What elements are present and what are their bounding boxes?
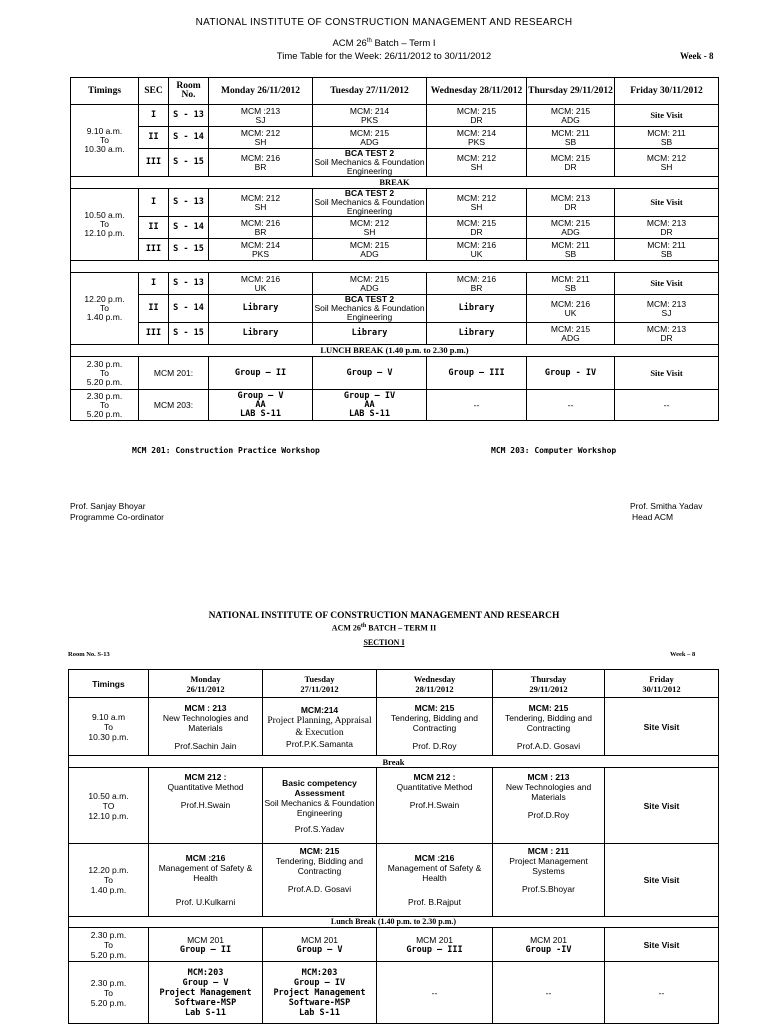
sec-cell: I: [139, 273, 169, 295]
class-cell: Site Visit: [615, 105, 719, 127]
class-cell: Library: [209, 295, 313, 323]
class-cell: MCM: 215 ADG: [313, 127, 427, 149]
sec-cell: I: [139, 189, 169, 217]
sec-cell: III: [139, 323, 169, 345]
group-cell: Site Visit: [605, 928, 719, 962]
class-cell: MCM: 212 SH: [209, 189, 313, 217]
header-row: [71, 78, 719, 105]
lab-cell: Group – IV AA LAB S-11: [313, 390, 427, 421]
group-cell: Site Visit: [615, 357, 719, 390]
footnote-mcm201: MCM 201: Construction Practice Workshop: [132, 446, 320, 455]
class-cell: MCM: 212 SH: [209, 127, 313, 149]
empty-cell: --: [527, 390, 615, 421]
test-cell: BCA TEST 2 Soil Mechanics & Foundation Engineering: [314, 294, 425, 322]
room-cell: S - 15: [169, 323, 209, 345]
class-cell: Site Visit: [605, 768, 719, 844]
class-cell: MCM: 215 ADG: [527, 323, 615, 345]
time-cell: 9.10 a.m. To 10.30 a.m.: [71, 105, 139, 177]
class-cell: MCM :213 SJ: [209, 105, 313, 127]
col-timings: Timings: [69, 670, 149, 698]
room-cell: S - 15: [169, 149, 209, 177]
col-wednesday: Wednesday 28/11/2012: [427, 78, 527, 105]
room-cell: S - 13: [169, 189, 209, 217]
class-cell: MCM : 211 Project Management Systems Prof.S.Bhoyar: [493, 844, 605, 917]
class-cell: MCM: 216 UK: [209, 273, 313, 295]
spacer-row: [71, 261, 719, 273]
class-cell: Library: [313, 323, 427, 345]
class-cell: MCM: 212 SH: [427, 189, 527, 217]
timetable-title: Time Table for the Week: 26/11/2012 to 30/11/2012: [276, 51, 492, 62]
class-cell: MCM: 212 SH: [427, 149, 527, 177]
group-cell: Group – III: [427, 357, 527, 390]
class-cell: MCM: 213 DR: [615, 217, 719, 239]
class-cell: MCM: 215 DR: [427, 217, 527, 239]
class-cell: Site Visit: [615, 273, 719, 295]
class-cell: Site Visit: [615, 189, 719, 217]
class-cell: MCM: 216 BR: [427, 273, 527, 295]
class-cell: MCM: 211 SB: [527, 239, 615, 261]
class-cell: MCM: 213 SJ: [615, 295, 719, 323]
class-cell: Site Visit: [605, 844, 719, 917]
group-cell: MCM 201 Group -IV: [493, 928, 605, 962]
batch-title-2: ACM 26th BATCH – TERM II: [331, 623, 437, 633]
sec-cell: II: [139, 127, 169, 149]
mcm203-cell: MCM 203:: [139, 390, 209, 421]
room-cell: S - 14: [169, 127, 209, 149]
time-cell: 10.50 a.m. To 12.10 p.m.: [71, 189, 139, 261]
test-cell: BCA TEST 2 Soil Mechanics & Foundation Engineering: [314, 148, 425, 176]
signature-left: Prof. Sanjay Bhoyar Programme Co-ordinator: [70, 501, 165, 522]
sec-cell: II: [139, 295, 169, 323]
group-cell: MCM 201 Group – II: [149, 928, 263, 962]
col-wednesday: Wednesday 28/11/2012: [377, 670, 493, 698]
timetable-term2: [68, 669, 719, 1024]
test-cell: BCA TEST 2 Soil Mechanics & Foundation Engineering: [314, 188, 425, 216]
class-cell: MCM: 215 Tendering, Bidding and Contracting Prof. D.Roy: [377, 698, 493, 756]
room-label: Room No. S-13: [68, 651, 110, 658]
time-cell: 12.20 p.m. To 1.40 p.m.: [71, 273, 139, 345]
sec-cell: II: [139, 217, 169, 239]
table-row: [71, 105, 719, 127]
class-cell: MCM: 213 DR: [615, 323, 719, 345]
class-cell: Basic competency Assessment Soil Mechanics & Foundation Engineering Prof.S.Yadav: [263, 768, 377, 844]
class-cell: MCM: 211 SB: [527, 127, 615, 149]
sec-cell: III: [139, 149, 169, 177]
class-cell: MCM: 212 SH: [313, 217, 427, 239]
col-sec: SEC: [139, 78, 169, 105]
class-cell: MCM: 213 DR: [527, 189, 615, 217]
col-monday: Monday 26/11/2012: [149, 670, 263, 698]
class-cell: MCM: 211 SB: [615, 239, 719, 261]
table-row: [69, 698, 719, 756]
timetable-term1: [70, 77, 719, 421]
class-cell: MCM: 216 BR: [209, 149, 313, 177]
col-room: Room No.: [169, 78, 209, 105]
class-cell: MCM : 213 New Technologies and Materials Prof.D.Roy: [493, 768, 605, 844]
class-cell: MCM: 211 SB: [615, 127, 719, 149]
table-row: [71, 357, 719, 390]
time-cell: 2.30 p.m. To 5.20 p.m.: [69, 962, 149, 1024]
class-cell: MCM: 215 ADG: [313, 273, 427, 295]
mcm201-cell: MCM 201:: [139, 357, 209, 390]
lunch-label: LUNCH BREAK (1.40 p.m. to 2.30 p.m.): [71, 345, 719, 357]
room-cell: S - 14: [169, 217, 209, 239]
class-cell: MCM: 215 DR: [527, 149, 615, 177]
week-label: Week - 8: [680, 51, 714, 61]
empty-cell: --: [605, 962, 719, 1024]
time-cell: 2.30 p.m. To 5.20 p.m.: [71, 357, 139, 390]
table-row: [69, 768, 719, 844]
sec-cell: III: [139, 239, 169, 261]
class-cell: MCM 212 : Quantitative Method Prof.H.Swain: [377, 768, 493, 844]
batch-title: ACM 26th Batch – Term I: [332, 38, 436, 50]
class-cell: MCM: 215 Tendering, Bidding and Contracting Prof.A.D. Gosavi: [263, 844, 377, 917]
group-cell: Group - IV: [527, 357, 615, 390]
time-cell: 9.10 a.m To 10.30 p.m.: [69, 698, 149, 756]
group-cell: MCM 201 Group – V: [263, 928, 377, 962]
table-row: [69, 928, 719, 962]
group-cell: Group – V: [313, 357, 427, 390]
break-label: Break: [69, 756, 719, 768]
institute-title: NATIONAL INSTITUTE OF CONSTRUCTION MANAGEMENT AND RESEARCH: [195, 17, 573, 28]
table-row: [71, 273, 719, 295]
room-cell: S - 14: [169, 295, 209, 323]
lab-cell: Group – V AA LAB S-11: [209, 390, 313, 421]
col-friday: Friday 30/11/2012: [605, 670, 719, 698]
lunch-row: [71, 345, 719, 357]
class-cell: Library: [427, 295, 527, 323]
table-row: [71, 295, 719, 323]
room-cell: S - 13: [169, 105, 209, 127]
table-row: [71, 323, 719, 345]
table-row: [71, 390, 719, 421]
table-row: [69, 844, 719, 917]
table-row: [71, 127, 719, 149]
class-cell: MCM: 215 ADG: [313, 239, 427, 261]
lab-cell: MCM:203 Group – V Project Management Software-MSP Lab S-11: [149, 962, 263, 1024]
col-monday: Monday 26/11/2012: [209, 78, 313, 105]
class-cell: MCM: 215 ADG: [527, 105, 615, 127]
lab-cell: MCM:203 Group – IV Project Management Software-MSP Lab S-11: [263, 962, 377, 1024]
group-cell: MCM 201 Group – III: [377, 928, 493, 962]
class-cell: MCM: 214 PKS: [209, 239, 313, 261]
lunch-row: [69, 917, 719, 928]
class-cell: MCM: 216 UK: [527, 295, 615, 323]
class-cell: MCM: 214 PKS: [427, 127, 527, 149]
signature-right: Prof. Smitha Yadav Head ACM: [630, 501, 703, 522]
break-row: [69, 756, 719, 768]
class-cell: MCM: 215 Tendering, Bidding and Contracting Prof.A.D. Gosavi: [493, 698, 605, 756]
time-cell: 12.20 p.m. To 1.40 p.m.: [69, 844, 149, 917]
table-row: [71, 217, 719, 239]
class-cell: Site Visit: [605, 698, 719, 756]
table-row: [69, 962, 719, 1024]
class-cell: MCM: 215 DR: [427, 105, 527, 127]
empty-cell: --: [493, 962, 605, 1024]
class-cell: Library: [209, 323, 313, 345]
time-cell: 10.50 a.m. TO 12.10 p.m.: [69, 768, 149, 844]
class-cell: MCM:214 Project Planning, Appraisal & Execution Prof.P.K.Samanta: [263, 698, 377, 756]
empty-cell: --: [615, 390, 719, 421]
room-cell: S - 15: [169, 239, 209, 261]
class-cell: MCM :216 Management of Safety & Health Prof. B.Rajput: [377, 844, 493, 917]
empty-cell: --: [377, 962, 493, 1024]
class-cell: MCM: 211 SB: [527, 273, 615, 295]
class-cell: MCM: 214 PKS: [313, 105, 427, 127]
class-cell: Library: [427, 323, 527, 345]
class-cell: MCM 212 : Quantitative Method Prof.H.Swain: [149, 768, 263, 844]
header-row: [69, 670, 719, 698]
table-row: [71, 189, 719, 217]
week-label-2: Week – 8: [670, 651, 696, 658]
lunch-label: Lunch Break (1.40 p.m. to 2.30 p.m.): [69, 917, 719, 928]
table-row: [71, 239, 719, 261]
section-title: SECTION I: [363, 638, 405, 647]
col-thursday: Thursday 29/11/2012: [527, 78, 615, 105]
col-tuesday: Tuesday 27/11/2012: [313, 78, 427, 105]
break-label: BREAK: [71, 177, 719, 189]
empty-cell: --: [427, 390, 527, 421]
class-cell: MCM :216 Management of Safety & Health Prof. U.Kulkarni: [149, 844, 263, 917]
col-timings: Timings: [71, 78, 139, 105]
class-cell: MCM: 212 SH: [615, 149, 719, 177]
class-cell: MCM: 215 ADG: [527, 217, 615, 239]
table-row: [71, 149, 719, 177]
institute-title-2: NATIONAL INSTITUTE OF CONSTRUCTION MANAGEMENT AND RESEARCH: [208, 611, 560, 621]
col-tuesday: Tuesday 27/11/2012: [263, 670, 377, 698]
break-row: [71, 177, 719, 189]
class-cell: MCM: 216 UK: [427, 239, 527, 261]
sec-cell: I: [139, 105, 169, 127]
col-friday: Friday 30/11/2012: [615, 78, 719, 105]
footnote-mcm203: MCM 203: Computer Workshop: [491, 446, 617, 455]
col-thursday: Thursday 29/11/2012: [493, 670, 605, 698]
group-cell: Group – II: [209, 357, 313, 390]
class-cell: MCM : 213 New Technologies and Materials Prof.Sachin Jain: [149, 698, 263, 756]
time-cell: 2.30 p.m. To 5.20 p.m.: [71, 390, 139, 421]
room-cell: S - 13: [169, 273, 209, 295]
class-cell: MCM: 216 BR: [209, 217, 313, 239]
time-cell: 2.30 p.m. To 5.20 p.m.: [69, 928, 149, 962]
